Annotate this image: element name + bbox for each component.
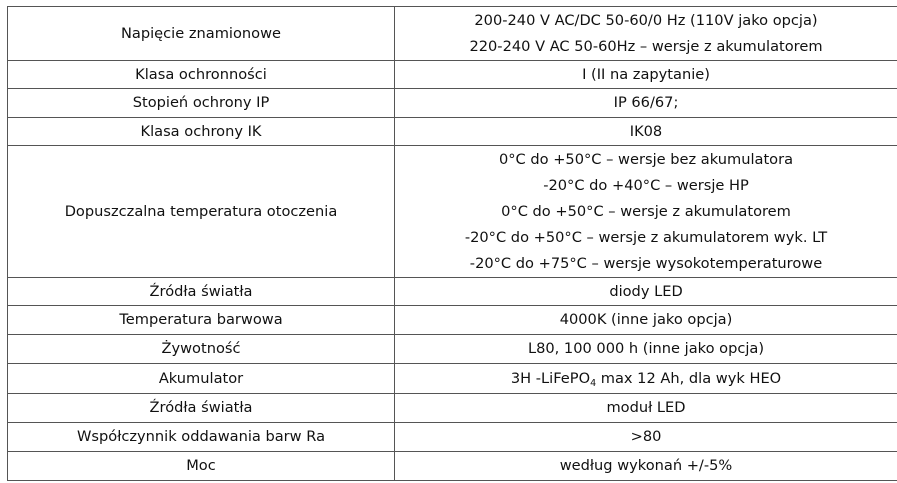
row-value: IP 66/67; bbox=[395, 89, 897, 118]
value-line: -20°C do +50°C – wersje z akumulatorem wyk. LT bbox=[464, 229, 828, 246]
table-row bbox=[8, 61, 897, 89]
value-line: 200-240 V AC/DC 50-60/0 Hz (110V jako opcja) bbox=[474, 12, 818, 29]
row-label: Napięcie znamionowe bbox=[8, 7, 395, 61]
table-row bbox=[8, 89, 897, 118]
value-text-before: 3H -LiFePO bbox=[510, 369, 591, 387]
row-label: Żywotność bbox=[8, 335, 395, 364]
row-value bbox=[395, 364, 897, 394]
table-row bbox=[8, 278, 897, 306]
row-value bbox=[395, 7, 897, 61]
row-label: Moc bbox=[8, 452, 395, 481]
table-row bbox=[8, 146, 897, 278]
row-label: Źródła światła bbox=[8, 278, 395, 306]
row-label: Temperatura barwowa bbox=[8, 306, 395, 335]
value-line: 0°C do +50°C – wersje z akumulatorem bbox=[501, 203, 791, 220]
table-row bbox=[8, 306, 897, 335]
row-value bbox=[395, 146, 897, 278]
row-value: 4000K (inne jako opcja) bbox=[395, 306, 897, 335]
table-row bbox=[8, 364, 897, 394]
specification-table bbox=[7, 6, 897, 481]
row-label: Dopuszczalna temperatura otoczenia bbox=[8, 146, 395, 278]
value-line: 220-240 V AC 50-60Hz – wersje z akumulatorem bbox=[469, 38, 823, 55]
row-label: Klasa ochrony IK bbox=[8, 118, 395, 146]
row-label: Klasa ochronności bbox=[8, 61, 395, 89]
row-value: moduł LED bbox=[395, 394, 897, 423]
value-line: -20°C do +75°C – wersje wysokotemperaturowe bbox=[469, 255, 823, 272]
row-label: Stopień ochrony IP bbox=[8, 89, 395, 118]
row-label: Źródła światła bbox=[8, 394, 395, 423]
value-text-after: max 12 Ah, dla wyk HEO bbox=[596, 369, 782, 387]
row-value: >80 bbox=[395, 423, 897, 452]
row-value: I (II na zapytanie) bbox=[395, 61, 897, 89]
row-value: IK08 bbox=[395, 118, 897, 146]
table-row bbox=[8, 7, 897, 61]
table-row bbox=[8, 118, 897, 146]
row-label: Akumulator bbox=[8, 364, 395, 394]
row-value: L80, 100 000 h (inne jako opcja) bbox=[395, 335, 897, 364]
table-row bbox=[8, 423, 897, 452]
value-line: 0°C do +50°C – wersje bez akumulatora bbox=[498, 151, 794, 168]
table-row bbox=[8, 452, 897, 481]
value-subscript: 4 bbox=[590, 377, 597, 389]
row-label: Współczynnik oddawania barw Ra bbox=[8, 423, 395, 452]
row-value: diody LED bbox=[395, 278, 897, 306]
value-line: -20°C do +40°C – wersje HP bbox=[543, 177, 749, 194]
table-row bbox=[8, 394, 897, 423]
table-row bbox=[8, 335, 897, 364]
row-value: według wykonań +/-5% bbox=[395, 452, 897, 481]
